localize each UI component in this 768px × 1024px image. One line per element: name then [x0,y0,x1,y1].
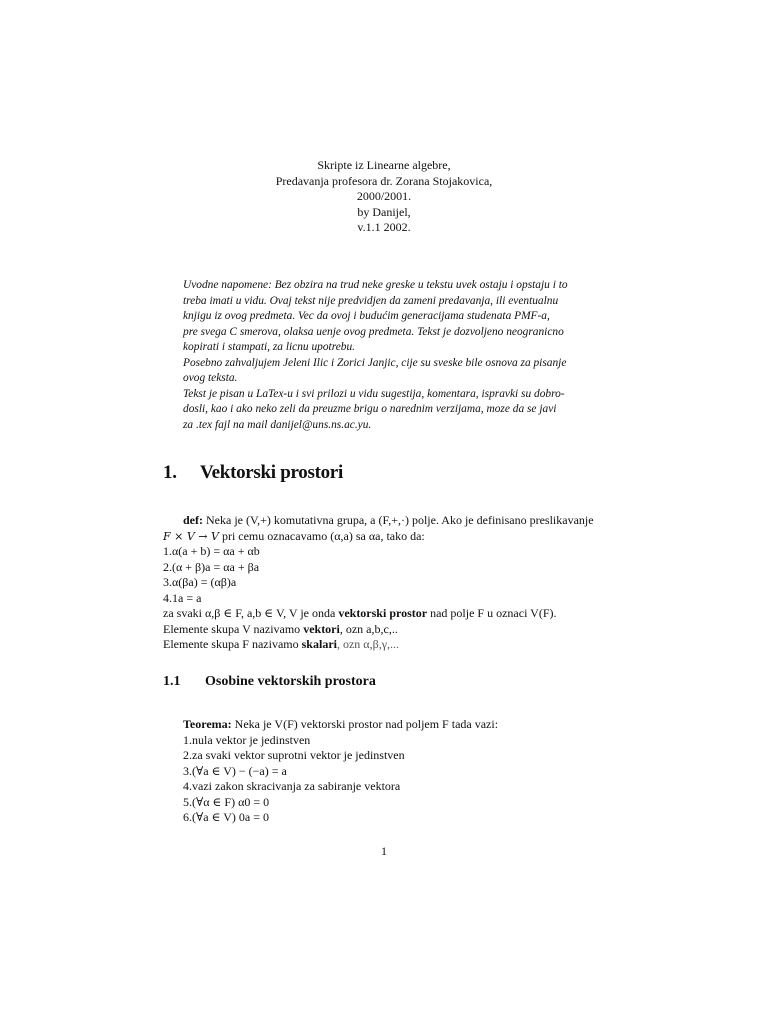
title-line: v.1.1 2002. [357,220,411,234]
intro-line: Posebno zahvaljujem Jeleni Ilic i Zorici Janjic, cije su sveske bile osnova za pisanje [183,356,567,369]
theorem-item: 1.nula vektor je jedinstven [183,732,311,747]
vector-space-line [163,606,623,622]
text-fragment: Elemente skupa F nazivamo [163,637,302,651]
page-number: 1 [381,844,387,858]
definition-block [163,513,623,653]
text-fragment: nad polje F u oznaci V(F). [427,606,557,620]
subsection-heading [163,674,376,690]
axiom-line: 4.1a = a [163,590,202,605]
section-heading [163,462,343,484]
definition-line [163,513,623,529]
axiom-line: 1.α(a + b) = αa + αb [163,544,260,558]
theorem-line [183,717,643,733]
text-fragment: Elemente skupa V nazivamo [163,621,304,636]
definition-text: Neka je (V,+) komutativna grupa, a (F,+,·) polje. Ako je definisano preslikavanje [203,513,594,527]
intro-line: treba imati u vidu. Ovaj tekst nije predvidjen da zameni predavanja, ili eventualnu [183,294,559,307]
theorem-item: 4.vazi zakon skracivanja za sabiranje vektora [183,779,401,793]
axiom-line: 3.α(βa) = (αβ)a [163,575,237,589]
subsection-title: Osobine vektorskih prostora [205,674,376,689]
intro-line: knjigu iz ovog predmeta. Vec da ovoj i budućim generacijama studenata PMF-a, [183,310,550,322]
definition-label: def: [183,513,203,527]
intro-paragraph [183,278,603,433]
intro-line: za .tex fajl na mail danijel@uns.ns.ac.yu. [183,418,372,431]
theorem-item: 5.(∀α ∈ F) α0 = 0 [183,794,270,809]
intro-line: Uvodne napomene: Bez obzira na trud neke greske u tekstu uvek ostaju i opstaju i to [183,279,568,291]
term-scalars: skalari [301,637,337,651]
theorem-item: 6.(∀a ∈ V) 0a = 0 [183,810,269,824]
subsection-number: 1.1 [163,674,181,689]
theorem-block [183,717,643,826]
text-fragment: za svaki α,β ∈ F, a,b ∈ V, V je onda [163,606,339,620]
intro-line: ovog teksta. [183,372,238,384]
vectors-line [163,622,623,638]
definition-line [163,529,623,545]
scalars-line [163,637,623,653]
intro-line: Tekst je pisan u LaTex-u i svi prilozi u vidu sugestija, komentara, ispravki su dobro- [183,387,565,400]
text-fragment: , ozn α,β,γ,... [336,637,400,651]
term-vector-space: vektorski prostor [338,606,428,620]
title-line: 2000/2001. [356,189,412,203]
title-block [0,158,768,236]
title-line: Predavanja profesora dr. Zorana Stojakovica, [275,173,493,188]
definition-text: pri cemu oznacavamo (α,a) sa αa, tako da: [218,528,425,543]
title-line: Skripte iz Linearne algebre, [317,158,451,172]
section-title: Vektorski prostori [200,462,343,483]
theorem-label: Teorema: [183,717,232,731]
text-fragment: , ozn a,b,c,.. [339,621,398,636]
term-vectors: vektori [303,621,340,636]
intro-line: kopirati i stampati, za licnu upotrebu. [183,341,356,353]
theorem-item: 3.(∀a ∈ V) − (−a) = a [183,763,287,778]
title-line: by Danijel, [357,204,411,219]
intro-line: pre svega C smerova, olaksa uenje ovog predmeta. Tekst je dozvoljeno neogranicno [183,325,564,338]
theorem-item: 2.za svaki vektor suprotni vektor je jedinstven [183,748,405,762]
axiom-line: 2.(α + β)a = αa + βa [163,559,260,574]
theorem-text: Neka je V(F) vektorski prostor nad poljem F tada vazi: [231,717,499,731]
intro-line: dosli, kao i ako neko zeli da preuzme brigu o narednim verzijama, moze da se javi [183,403,557,415]
section-number: 1. [163,462,177,483]
definition-mapping: F × V → V [163,529,219,543]
